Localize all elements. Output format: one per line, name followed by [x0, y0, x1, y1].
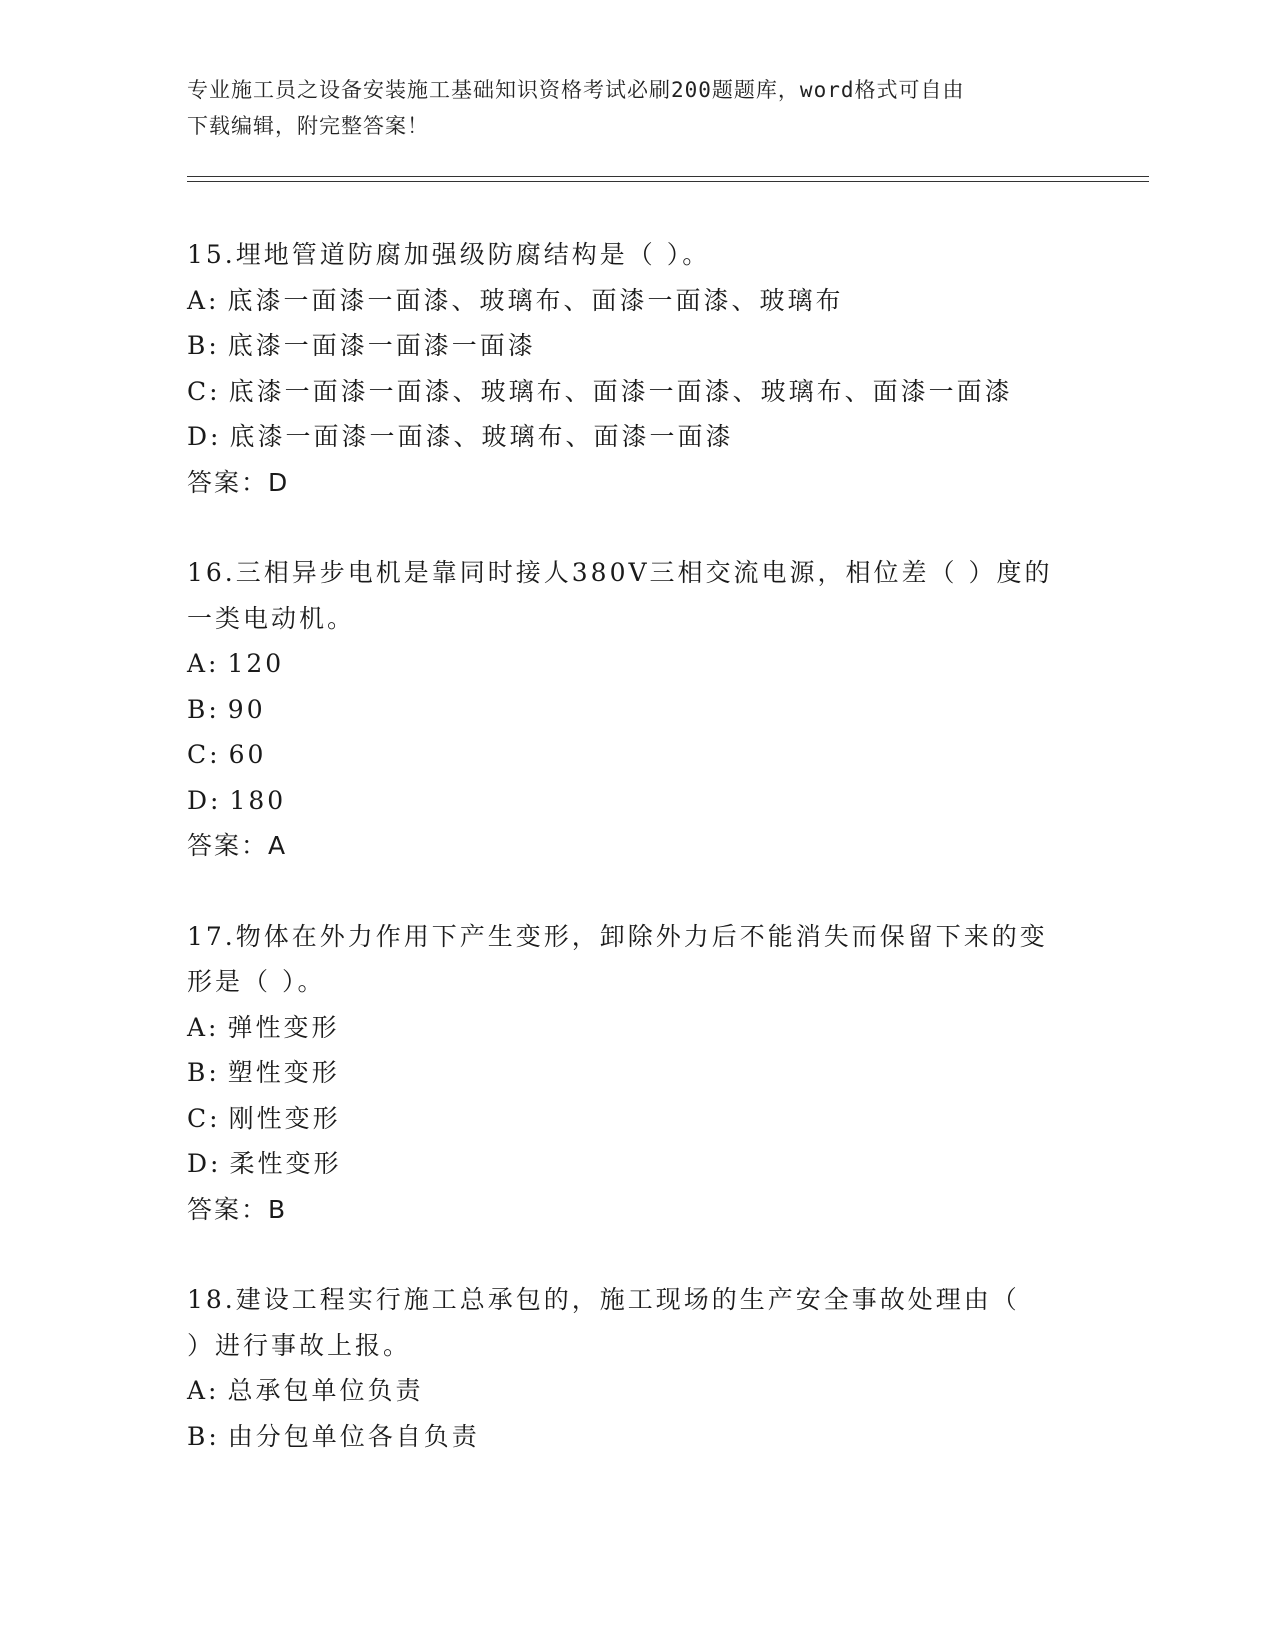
option-key: B: — [187, 1058, 220, 1087]
option-b — [187, 687, 1087, 733]
option-text: 底漆一面漆一面漆、玻璃布、面漆一面漆、玻璃布、面漆一面漆 — [228, 376, 1013, 406]
option-c — [187, 732, 1087, 778]
option-d — [187, 1141, 1087, 1187]
question-text-line: ）进行事故上报。 — [187, 1330, 412, 1360]
option-key: A: — [187, 1376, 220, 1405]
answer-line: 答案：B — [187, 1194, 288, 1224]
question-18 — [187, 1277, 1087, 1459]
option-text: 底漆一面漆一面漆、玻璃布、面漆一面漆、玻璃布 — [227, 285, 844, 315]
header-line-2: 下载编辑，附完整答案！ — [187, 114, 429, 138]
question-number: 15. — [187, 240, 236, 269]
answer-line: 答案：D — [187, 467, 290, 497]
option-c — [187, 369, 1087, 415]
option-b — [187, 1050, 1087, 1096]
question-stem — [187, 914, 1087, 1005]
option-a — [187, 1368, 1087, 1414]
option-text: 塑性变形 — [227, 1058, 340, 1087]
option-text: 弹性变形 — [227, 1012, 340, 1042]
option-text: 底漆一面漆一面漆、玻璃布、面漆一面漆 — [229, 422, 734, 451]
question-15 — [187, 232, 1087, 505]
header-divider-top — [187, 176, 1149, 177]
question-16 — [187, 550, 1087, 869]
question-number: 16. — [187, 558, 236, 587]
option-text: 180 — [229, 785, 287, 815]
option-key: D: — [187, 422, 222, 451]
option-a — [187, 1005, 1087, 1051]
document-header — [187, 72, 1067, 144]
question-text-line: 三相异步电机是靠同时接人380V三相交流电源，相位差（ ）度的 — [235, 558, 1053, 587]
question-text-line: 形是（ ）。 — [187, 967, 326, 996]
question-list — [187, 232, 1087, 1504]
answer-line: 答案：A — [187, 831, 288, 860]
option-key: D: — [187, 1149, 222, 1178]
option-c — [187, 1096, 1087, 1142]
option-text: 底漆一面漆一面漆一面漆 — [227, 331, 536, 360]
option-a — [187, 278, 1087, 324]
option-key: B: — [187, 331, 220, 360]
question-text-line: 物体在外力作用下产生变形，卸除外力后不能消失而保留下来的变 — [235, 921, 1048, 951]
option-text: 90 — [227, 694, 266, 724]
option-a — [187, 641, 1087, 687]
option-key: A: — [187, 285, 220, 315]
option-key: C: — [187, 740, 221, 769]
option-d — [187, 778, 1087, 824]
option-key: A: — [187, 1012, 220, 1042]
option-key: B: — [187, 694, 220, 724]
header-divider-bottom — [187, 181, 1149, 182]
question-stem — [187, 550, 1087, 641]
option-key: C: — [187, 1103, 221, 1133]
option-key: D: — [187, 785, 222, 815]
question-text-line: 埋地管道防腐加强级防腐结构是（ ）。 — [235, 240, 711, 269]
question-stem — [187, 232, 1087, 278]
option-text: 柔性变形 — [229, 1149, 342, 1178]
question-text-line: 建设工程实行施工总承包的，施工现场的生产安全事故处理由（ — [235, 1285, 1020, 1314]
question-17 — [187, 914, 1087, 1233]
option-text: 由分包单位各自负责 — [227, 1421, 480, 1451]
option-text: 刚性变形 — [228, 1103, 341, 1133]
option-text: 120 — [227, 649, 285, 678]
option-b — [187, 1414, 1087, 1460]
question-number: 18. — [187, 1285, 236, 1314]
question-number: 17. — [187, 921, 236, 951]
option-b — [187, 323, 1087, 369]
option-key: B: — [187, 1421, 220, 1451]
header-line-1: 专业施工员之设备安装施工基础知识资格考试必刷200题题库，word格式可自由 — [187, 78, 965, 102]
question-text-line: 一类电动机。 — [187, 603, 356, 633]
option-key: C: — [187, 376, 221, 406]
option-text: 总承包单位负责 — [227, 1376, 424, 1405]
option-text: 60 — [228, 740, 267, 769]
option-d — [187, 414, 1087, 460]
question-stem — [187, 1277, 1087, 1368]
option-key: A: — [187, 649, 220, 678]
